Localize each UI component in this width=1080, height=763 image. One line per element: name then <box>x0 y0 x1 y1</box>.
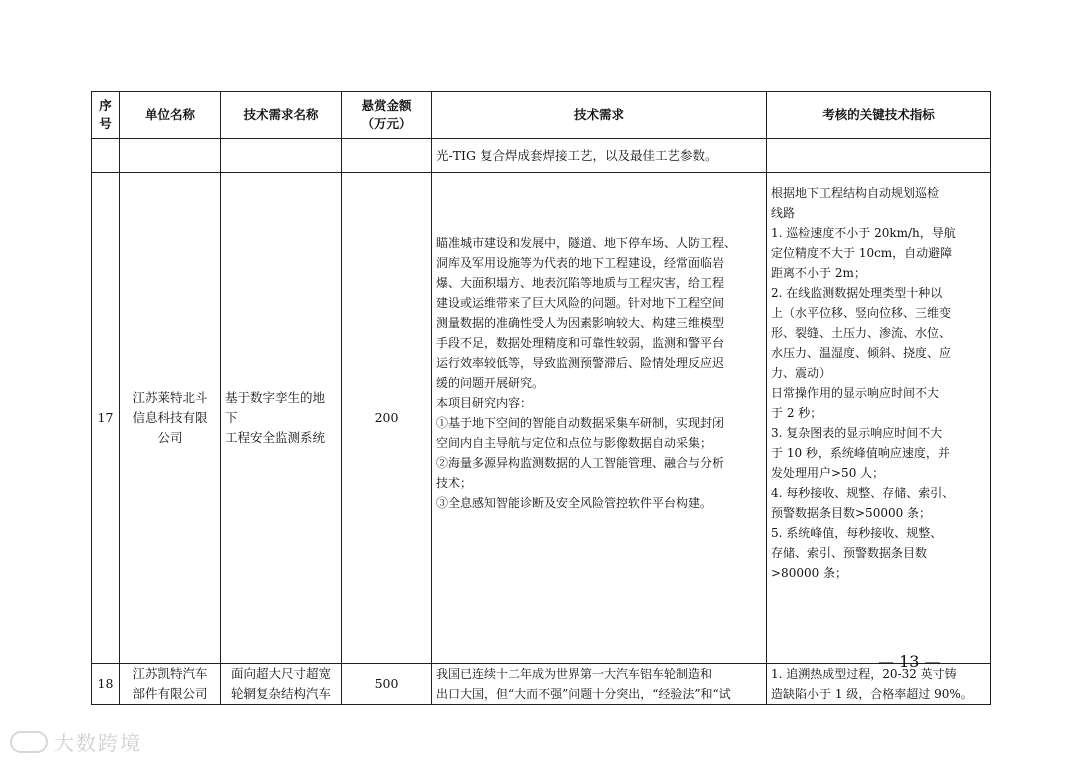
header-demand-name: 技术需求名称 <box>221 92 342 139</box>
continuation-row <box>92 139 991 173</box>
header-row <box>92 92 991 139</box>
header-tech-demand: 技术需求 <box>432 92 767 139</box>
indicators-cell: 根据地下工程结构自动规划巡检 线路 1. 巡检速度不小于 20km/h，导航 定位精度不大于 10cm，自动避障 距离不小于 2m； 2. 在线监测数据处理类型十种以 上（水平位移、竖向位移、三维变 形、裂缝、土压力、渗流、水位、 水压力、温湿度、倾斜、挠度、应 力、震动） 日常操作用的显示响应时间不大 于 2 秒； 3. 复杂图表的显示响应时间不大 于 10 秒，系统峰值响应速度，并 发处理用户>50 人； 4. 每秒接收、规整、存储、索引、 预警数据条目数>50000 条； 5. 系统峰值，每秒接收、规整、 存储、索引、预警数据条目数 >80000 条； <box>767 173 991 664</box>
demand-name-cell: 面向超大尺寸超宽 轮辋复杂结构汽车 <box>221 664 342 705</box>
page-number: — 13 — <box>878 652 941 671</box>
requirements-table <box>91 91 991 705</box>
unit-name-cell: 江苏凯特汽车 部件有限公司 <box>120 664 221 705</box>
table-row <box>92 173 991 664</box>
reward-cell: 200 <box>342 173 432 664</box>
header-unit: 单位名称 <box>120 92 221 139</box>
watermark-text: 大数跨境 <box>54 731 142 755</box>
header-index: 序 号 <box>92 92 120 139</box>
tech-demand-cell: 我国已连续十二年成为世界第一大汽车铝车轮制造和 出口大国，但“大而不强”问题十分突出，“经验法”和“试 <box>432 664 767 705</box>
table-row <box>92 664 991 705</box>
tech-demand-cell: 瞄准城市建设和发展中，隧道、地下停车场、人防工程、 洞库及军用设施等为代表的地下工程建设，经常面临岩 爆、大面积塌方、地表沉陷等地质与工程灾害，给工程 建设或运维带来了巨大风险的问题。针对地下工程空间 测量数据的准确性受人为因素影响较大、构建三维模型 手段不足，数据处理精度和可靠性较弱，监测和警平台 运行效率较低等，导致监测预警滞后、险情处理反应迟 缓的问题开展研究。 本项目研究内容： ①基于地下空间的智能自动数据采集车研制，实现封闭 空间内自主导航与定位和点位与影像数据自动采集； ②海量多源异构监测数据的人工智能管理、融合与分析 技术； ③全息感知智能诊断及安全风险管控软件平台构建。 <box>432 173 767 664</box>
reward-cell: 500 <box>342 664 432 705</box>
header-reward: 悬赏金额 （万元） <box>342 92 432 139</box>
unit-name-cell: 江苏莱特北斗 信息科技有限 公司 <box>120 173 221 664</box>
row-index: 17 <box>92 173 120 664</box>
tech-demand-cell: 光-TIG 复合焊成套焊接工艺，以及最佳工艺参数。 <box>432 139 767 173</box>
demand-name-cell: 基于数字孪生的地下 工程安全监测系统 <box>221 173 342 664</box>
watermark-logo-icon <box>10 731 48 753</box>
watermark <box>10 727 142 756</box>
row-index: 18 <box>92 664 120 705</box>
indicators-cell: 1. 追溯热成型过程，20-32 英寸铸 造缺陷小于 1 级，合格率超过 90%。 <box>767 664 991 705</box>
header-indicators: 考核的关键技术指标 <box>767 92 991 139</box>
